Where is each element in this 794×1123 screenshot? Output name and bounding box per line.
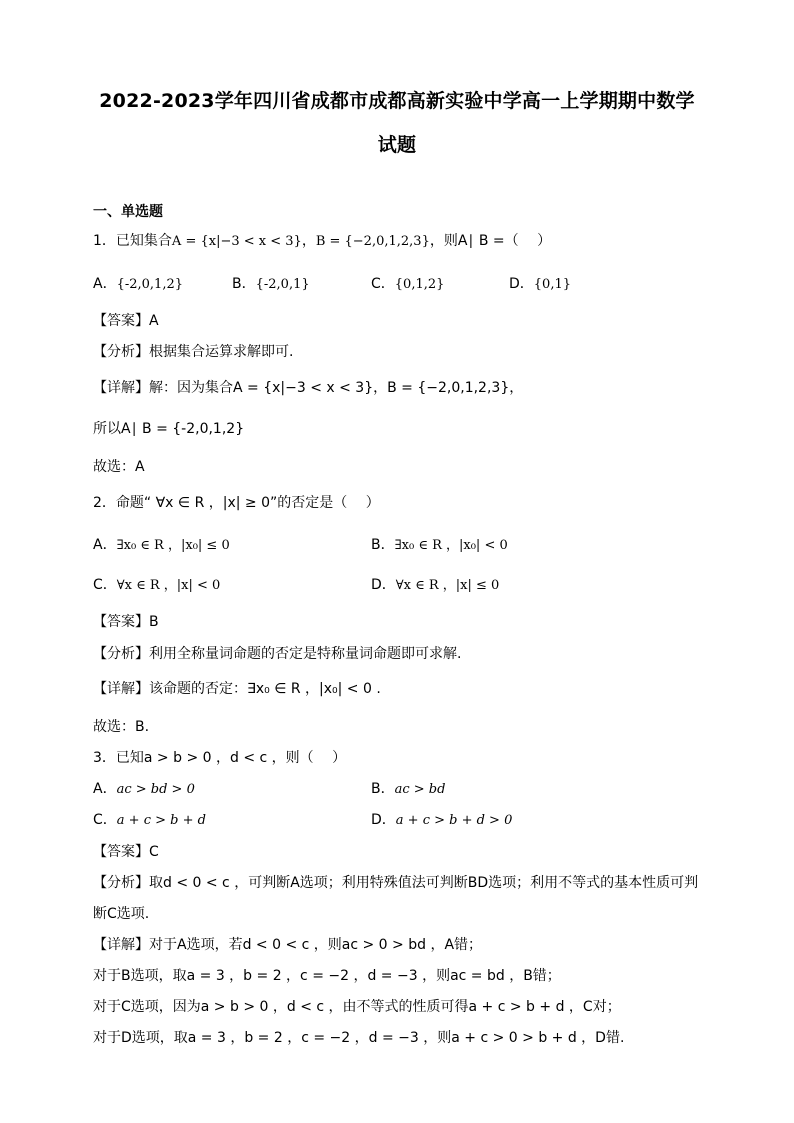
question-1-analysis: 【分析】根据集合运算求解即可.	[93, 344, 294, 360]
document-title: 2022-2023学年四川省成都市成都高新实验中学高一上学期期中数学	[99, 90, 695, 112]
question-2-stem: 2．命题“ ∀x ∈ R ，|x| ≥ 0”的否定是（ ）	[93, 495, 380, 511]
question-3-detail-3: 对于C选项，因为a > b > 0 ，d < c ，由不等式的性质可得a + c > b + d ，C对；	[93, 999, 621, 1015]
question-1-prefix: 1．已知集合	[93, 233, 172, 249]
question-3-detail-2: 对于B选项，取a = 3 ，b = 2 ，c = −2 ，d = −3 ，则ac = bd ，B错；	[93, 968, 561, 984]
question-3-option-b: B．ac > bd	[371, 781, 446, 797]
question-1-option-d: D．{0,1}	[509, 276, 571, 292]
question-1-stem: 1．已知集合A = {x|−3 < x < 3}，B = {−2,0,1,2,3}，则A∣ B =（ ）	[93, 233, 552, 249]
question-2-detail: 【详解】该命题的否定：∃x₀ ∈ R ，|x₀| < 0 .	[93, 681, 381, 697]
question-3-option-c: C．a + c > b + d	[93, 812, 206, 828]
question-2-answer: 【答案】B	[93, 614, 159, 630]
question-1-choice: 故选：A	[93, 459, 145, 475]
question-3-answer: 【答案】C	[93, 844, 159, 860]
question-3-analysis: 【分析】取d < 0 < c ，可判断A选项；利用特殊值法可判断BD选项；利用不等式的基本性质可判	[93, 875, 699, 891]
question-1-answer: 【答案】A	[93, 313, 159, 329]
question-1-option-b: B．{-2,0,1}	[232, 276, 310, 292]
question-1-option-a: A．{-2,0,1,2}	[93, 276, 183, 292]
section-heading: 一、单选题	[93, 204, 163, 220]
question-3-detail-1: 【详解】对于A选项，若d < 0 < c ，则ac > 0 > bd ，A错；	[93, 937, 483, 953]
question-1-suffix: ，则A∣ B =（ ）	[429, 233, 552, 249]
question-3-option-d: D．a + c > b + d > 0	[371, 812, 513, 828]
question-1-detail: 【详解】解：因为集合A = {x|−3 < x < 3}，B = {−2,0,1,2,3}，	[93, 380, 524, 396]
question-2-choice: 故选：B.	[93, 719, 150, 735]
question-1-detail-2: 所以A∣ B = {-2,0,1,2}	[93, 421, 245, 437]
question-3-detail-4: 对于D选项，取a = 3 ，b = 2 ，c = −2 ，d = −3 ，则a + c > 0 > b + d ，D错.	[93, 1030, 625, 1046]
question-2-option-b: B．∃x₀ ∈ R ，|x₀| < 0	[371, 537, 508, 553]
question-2-option-a: A．∃x₀ ∈ R ，|x₀| ≤ 0	[93, 537, 230, 553]
question-3-option-a: A．ac > bd > 0	[93, 781, 195, 797]
question-1-option-c: C．{0,1,2}	[371, 276, 445, 292]
document-title-continued: 试题	[377, 134, 417, 156]
question-3-analysis-continued: 断C选项.	[93, 906, 150, 922]
question-1-set-b: B = {−2,0,1,2,3}	[315, 234, 430, 249]
question-2-option-c: C．∀x ∈ R ，|x| < 0	[93, 577, 221, 593]
question-3-stem: 3．已知a > b > 0 ，d < c ，则（ ）	[93, 750, 347, 766]
question-1-set-a: A = {x|−3 < x < 3}	[171, 234, 302, 249]
question-2-analysis: 【分析】利用全称量词命题的否定是特称量词命题即可求解.	[93, 646, 462, 662]
question-2-option-d: D．∀x ∈ R ，|x| ≤ 0	[371, 577, 500, 593]
